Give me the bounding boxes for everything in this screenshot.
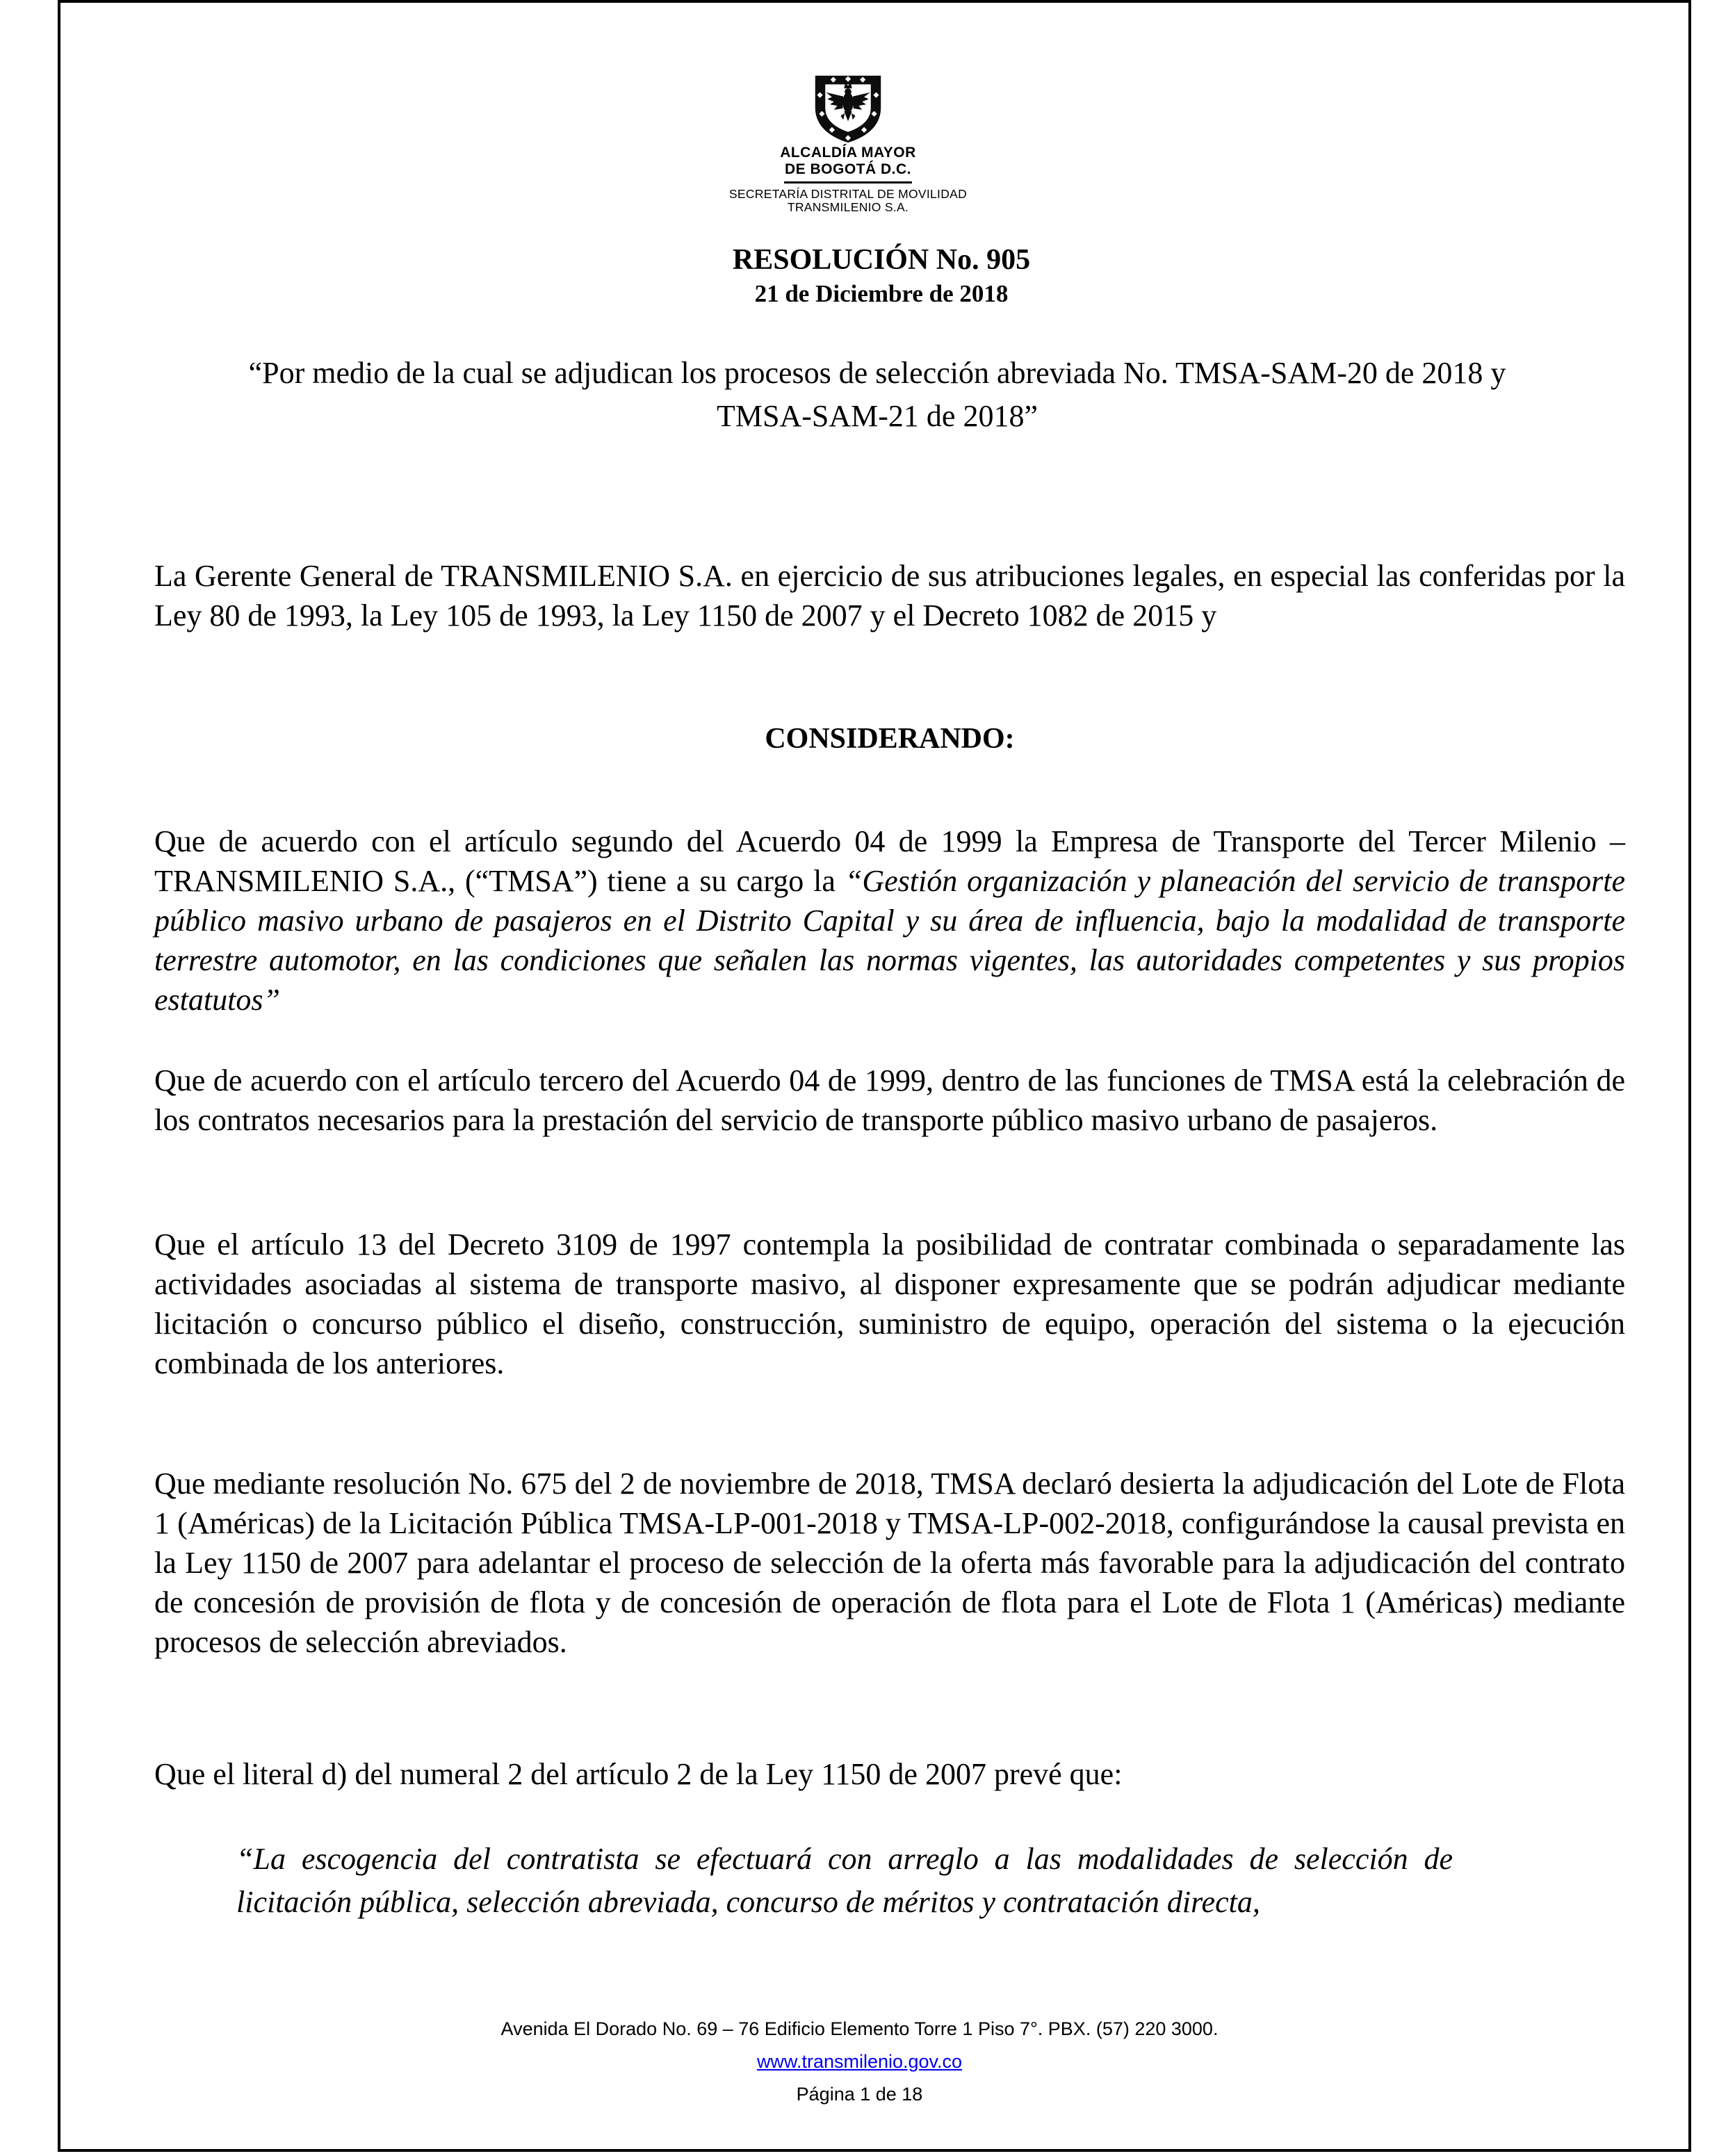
paragraph-4: Que mediante resolución No. 675 del 2 de noviembre de 2018, TMSA declaró desierta la adjudicación del Lote de Flota 1 (Américas) de la Licitación Pública TMSA-LP-001-2018 y TMSA-LP-002-2018, configurándose la causal prevista en la Ley 1150 de 2007 para adelantar el proceso de selección de la oferta más favorable para la adjudicación del contrato de concesión de provisión de flota y de concesión de operación de flota para el Lote de Flota 1 (Américas) mediante procesos de selección abreviados. [154,1467,1625,1659]
resolution-date: 21 de Diciembre de 2018 [754,280,1009,307]
footer-page-number: Página 1 de 18 [796,2084,923,2105]
logo-org-name-line2: DE BOGOTÁ D.C. [784,161,911,177]
logo-divider [784,181,912,183]
section-heading-considerando: CONSIDERANDO: [765,723,1015,755]
resolution-subject: “Por medio de la cual se adjudican los procesos de selección abreviada No. TMSA-SAM-20 de 2018 y TMSA-SAM-21 de 2018” [248,356,1506,433]
paragraph-3: Que el artículo 13 del Decreto 3109 de 1997 contempla la posibilidad de contratar combinada o separadamente las actividades asociadas al sistema de transporte masivo, al disponer expresamente que se podrán adjudicar mediante licitación o concurso público el diseño, construcción, suministro de equipo, operación del sistema o la ejecución combinada de los anteriores. [154,1227,1625,1380]
paragraph-1 [154,822,1625,1020]
paragraph-2: Que de acuerdo con el artículo tercero del Acuerdo 04 de 1999, dentro de las funciones de TMSA está la celebración de los contratos necesarios para la prestación del servicio de transporte público masivo urbano de pasajeros. [154,1063,1625,1137]
legal-quote: “La escogencia del contratista se efectuará con arreglo a las modalidades de selección de licitación pública, selección abreviada, concurso de méritos y contratación directa, [236,1842,1453,1919]
paragraph-5: Que el literal d) del numeral 2 del artículo 2 de la Ley 1150 de 2007 prevé que: [154,1757,1123,1791]
footer-website-link[interactable]: www.transmilenio.gov.co [756,2051,963,2072]
paragraph-1-normal-text: Que de acuerdo con el artículo segundo del Acuerdo 04 de 1999 la Empresa de Transporte del Tercer Milenio – TRANSMILENIO S.A., (“TMSA”) tiene a su cargo la [154,824,1625,898]
footer-address: Avenida El Dorado No. 69 – 76 Edificio Elemento Torre 1 Piso 7°. PBX. (57) 220 3000. [500,2018,1219,2039]
logo-secretaria-line: SECRETARÍA DISTRITAL DE MOVILIDAD [728,187,968,201]
logo-org-name-line1: ALCALDÍA MAYOR [780,145,916,161]
paragraph-intro: La Gerente General de TRANSMILENIO S.A. en ejercicio de sus atribuciones legales, en especial las conferidas por la Ley 80 de 1993, la Ley 105 de 1993, la Ley 1150 de 2007 y el Decreto 1082 de 2015 y [154,559,1625,632]
logo-transmilenio-line: TRANSMILENIO S.A. [787,200,909,214]
letterhead [598,74,1098,214]
paragraph-1-quoted-text: “Gestión organización y planeación del servicio de transporte público masivo urbano de pasajeros en el Distrito Capital y su área de influencia, bajo la modalidad de transporte terrestre automotor, en las condiciones que señalen las normas vigentes, las autoridades competentes y sus propios estatutos” [154,864,1626,1017]
page-footer [0,2013,1719,2111]
bogota-coat-of-arms-icon [811,74,885,145]
resolution-title: RESOLUCIÓN No. 905 [732,244,1031,276]
